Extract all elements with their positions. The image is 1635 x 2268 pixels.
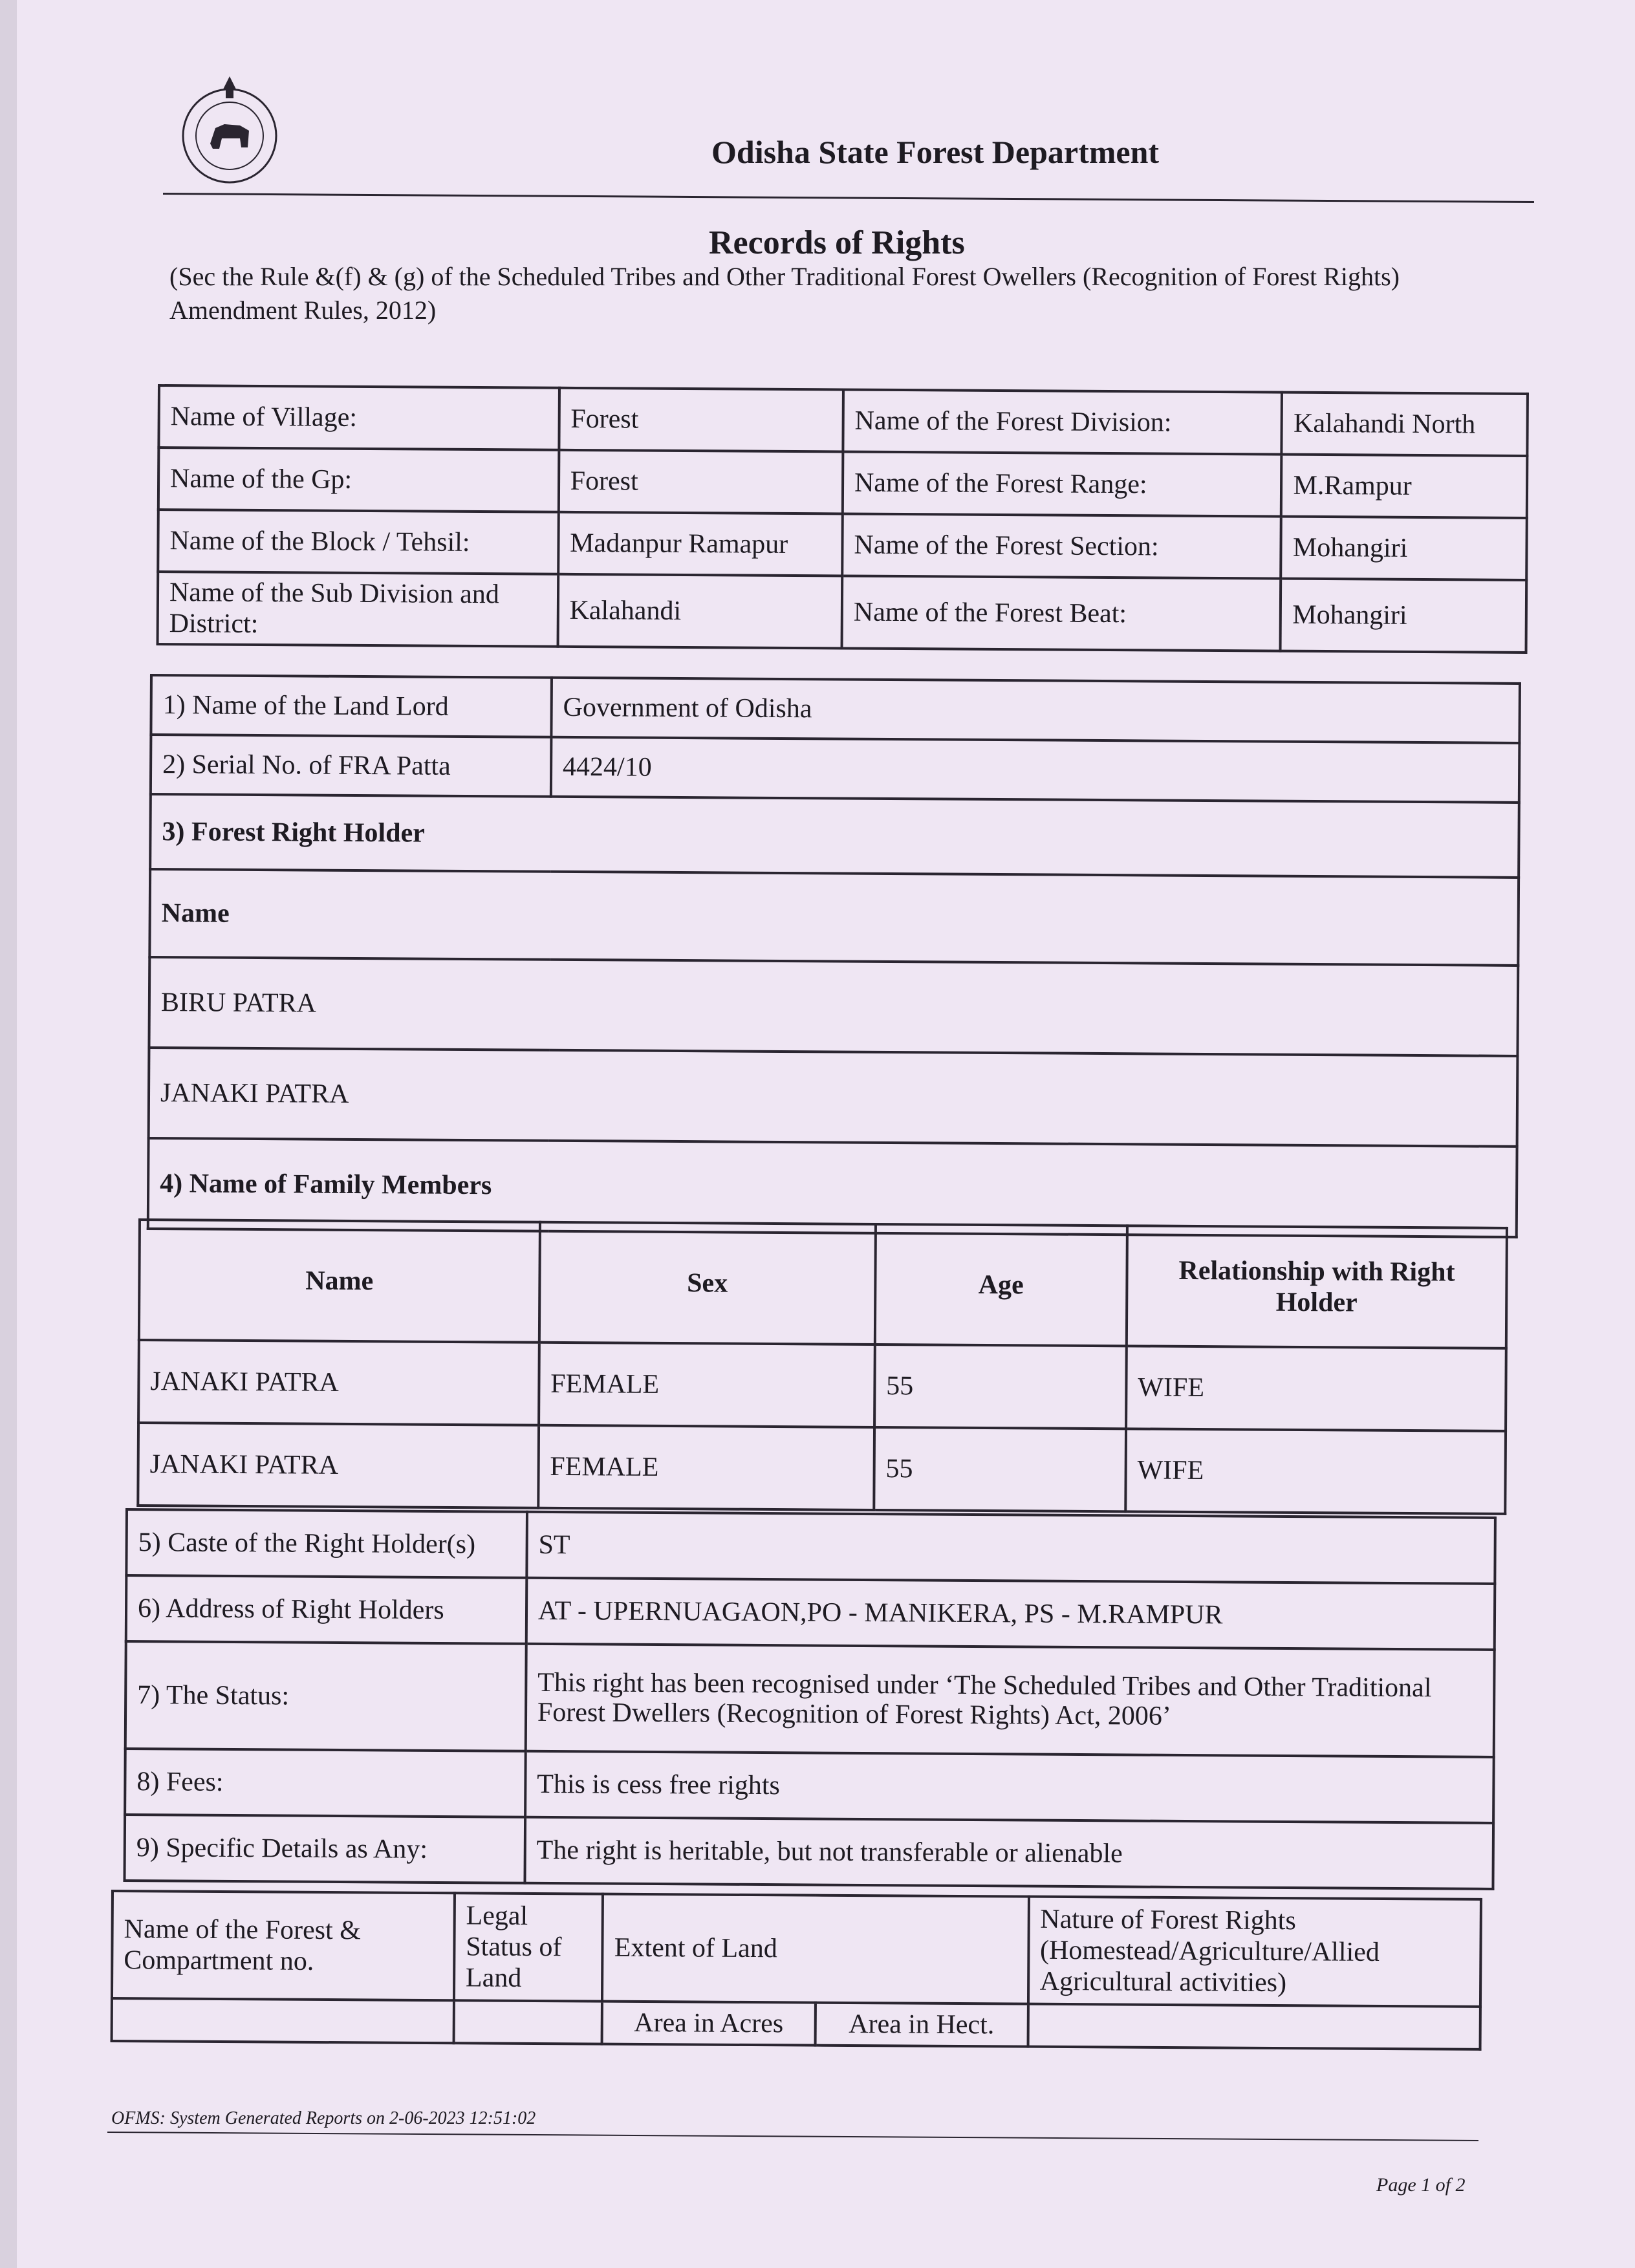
odisha-emblem-icon: [178, 71, 281, 194]
specific-label: 9) Specific Details as Any:: [124, 1815, 525, 1883]
column-header: Name: [139, 1220, 540, 1343]
page-number: Page 1 of 2: [1376, 2174, 1466, 2196]
section-label: Name of the Forest Section:: [842, 513, 1281, 578]
table-row: [112, 1891, 1481, 2007]
forest-compartment-label: Name of the Forest & Compartment no.: [112, 1891, 455, 2000]
gp-label: Name of the Gp:: [158, 448, 559, 512]
empty-cell: [1028, 2004, 1480, 2049]
document-subtitle: (Sec the Rule &(f) & (g) of the Scheduled Tribes and Other Traditional Forest Owellers (Recognition of Forest Rights) Amendment Rules, 2012): [169, 262, 1400, 325]
table-row: [125, 1749, 1494, 1823]
fees-value: This is cess free rights: [525, 1751, 1494, 1823]
table-row: [151, 675, 1520, 743]
member-age: 55: [874, 1345, 1127, 1429]
header-divider: [163, 193, 1534, 203]
empty-cell: [453, 2000, 602, 2044]
member-name: JANAKI PATRA: [138, 1423, 538, 1508]
fees-label: 8) Fees:: [125, 1749, 525, 1817]
column-header: Sex: [539, 1222, 876, 1345]
table-row: [149, 957, 1518, 1056]
member-sex: FEMALE: [538, 1425, 874, 1510]
legal-status-label: Legal Status of Land: [454, 1893, 603, 2001]
status-label: 7) The Status:: [125, 1641, 526, 1751]
member-relationship: WIFE: [1126, 1346, 1506, 1431]
column-header: Relationship with Right Holder: [1127, 1226, 1507, 1348]
caste-label: 5) Caste of the Right Holder(s): [126, 1509, 526, 1578]
generated-timestamp: OFMS: System Generated Reports on 2-06-2023 12:51:02: [111, 2108, 536, 2128]
table-row: [149, 869, 1519, 966]
table-row: [158, 510, 1527, 580]
serial-value: 4424/10: [551, 737, 1520, 803]
address-value: AT - UPERNUAGAON,PO - MANIKERA, PS - M.RAMPUR: [526, 1578, 1495, 1650]
table-row: [124, 1815, 1493, 1889]
holder-heading: 3) Forest Right Holder: [150, 794, 1519, 878]
table-row: [126, 1575, 1495, 1650]
table-row: [150, 794, 1519, 878]
member-sex: FEMALE: [539, 1343, 875, 1427]
column-header: Age: [875, 1224, 1127, 1346]
extent-label: Extent of Land: [602, 1894, 1028, 2004]
details-table: [123, 1508, 1496, 1890]
table-row: [149, 1048, 1518, 1147]
record-table: [147, 674, 1521, 1238]
land-table: [111, 1890, 1482, 2051]
document-title: Records of Rights: [709, 224, 965, 261]
range-label: Name of the Forest Range:: [843, 451, 1282, 516]
area-hect-label: Area in Hect.: [815, 2003, 1028, 2047]
table-header-row: [139, 1220, 1507, 1348]
status-line: Forest Dwellers (Recognition of Forest Rights) Act, 2006’: [537, 1697, 1171, 1731]
subdivision-label: Name of the Sub Division and District:: [158, 572, 558, 647]
division-value: Kalahandi North: [1282, 393, 1528, 456]
footer-divider: [107, 2132, 1478, 2141]
beat-label: Name of the Forest Beat:: [841, 576, 1281, 651]
block-label: Name of the Block / Tehsil:: [158, 510, 558, 574]
family-heading: 4) Name of Family Members: [148, 1138, 1517, 1237]
village-value: Forest: [559, 388, 843, 452]
table-row: [158, 385, 1528, 456]
status-line: This right has been recognised under ‘The Scheduled Tribes and Other Traditional: [537, 1667, 1432, 1703]
caste-value: ST: [526, 1512, 1495, 1584]
holder-name: JANAKI PATRA: [149, 1048, 1518, 1147]
status-value: [526, 1644, 1495, 1757]
holder-name-heading: Name: [149, 869, 1519, 966]
family-members-table: [136, 1218, 1508, 1515]
table-row: [112, 1998, 1480, 2049]
landlord-value: Government of Odisha: [551, 678, 1520, 743]
table-row: [158, 572, 1527, 653]
page-edge-shadow: [0, 0, 17, 2268]
block-value: Madanpur Ramapur: [558, 512, 843, 576]
range-value: M.Rampur: [1281, 455, 1527, 518]
table-row: [138, 1340, 1506, 1431]
beat-value: Mohangiri: [1281, 579, 1526, 653]
member-age: 55: [874, 1427, 1126, 1511]
empty-cell: [112, 1998, 454, 2043]
area-acres-label: Area in Acres: [602, 2002, 816, 2046]
table-row: [125, 1641, 1495, 1757]
table-row: [151, 735, 1520, 803]
member-name: JANAKI PATRA: [138, 1340, 539, 1425]
landlord-label: 1) Name of the Land Lord: [151, 675, 551, 737]
member-relationship: WIFE: [1125, 1429, 1506, 1514]
specific-value: The right is heritable, but not transferable or alienable: [525, 1817, 1493, 1889]
holder-name: BIRU PATRA: [149, 957, 1518, 1056]
table-row: [126, 1509, 1495, 1584]
nature-label: Nature of Forest Rights (Homestead/Agriculture/Allied Agricultural activities): [1028, 1897, 1481, 2007]
gp-value: Forest: [558, 450, 843, 514]
table-row: [158, 448, 1528, 518]
address-label: 6) Address of Right Holders: [126, 1575, 526, 1644]
division-label: Name of the Forest Division:: [843, 389, 1282, 454]
department-name: Odisha State Forest Department: [711, 134, 1160, 170]
section-value: Mohangiri: [1281, 517, 1527, 580]
location-table: [157, 384, 1529, 654]
subdivision-value: Kalahandi: [558, 574, 842, 649]
table-row: [138, 1423, 1506, 1514]
village-label: Name of Village:: [158, 385, 559, 450]
serial-label: 2) Serial No. of FRA Patta: [151, 735, 551, 797]
